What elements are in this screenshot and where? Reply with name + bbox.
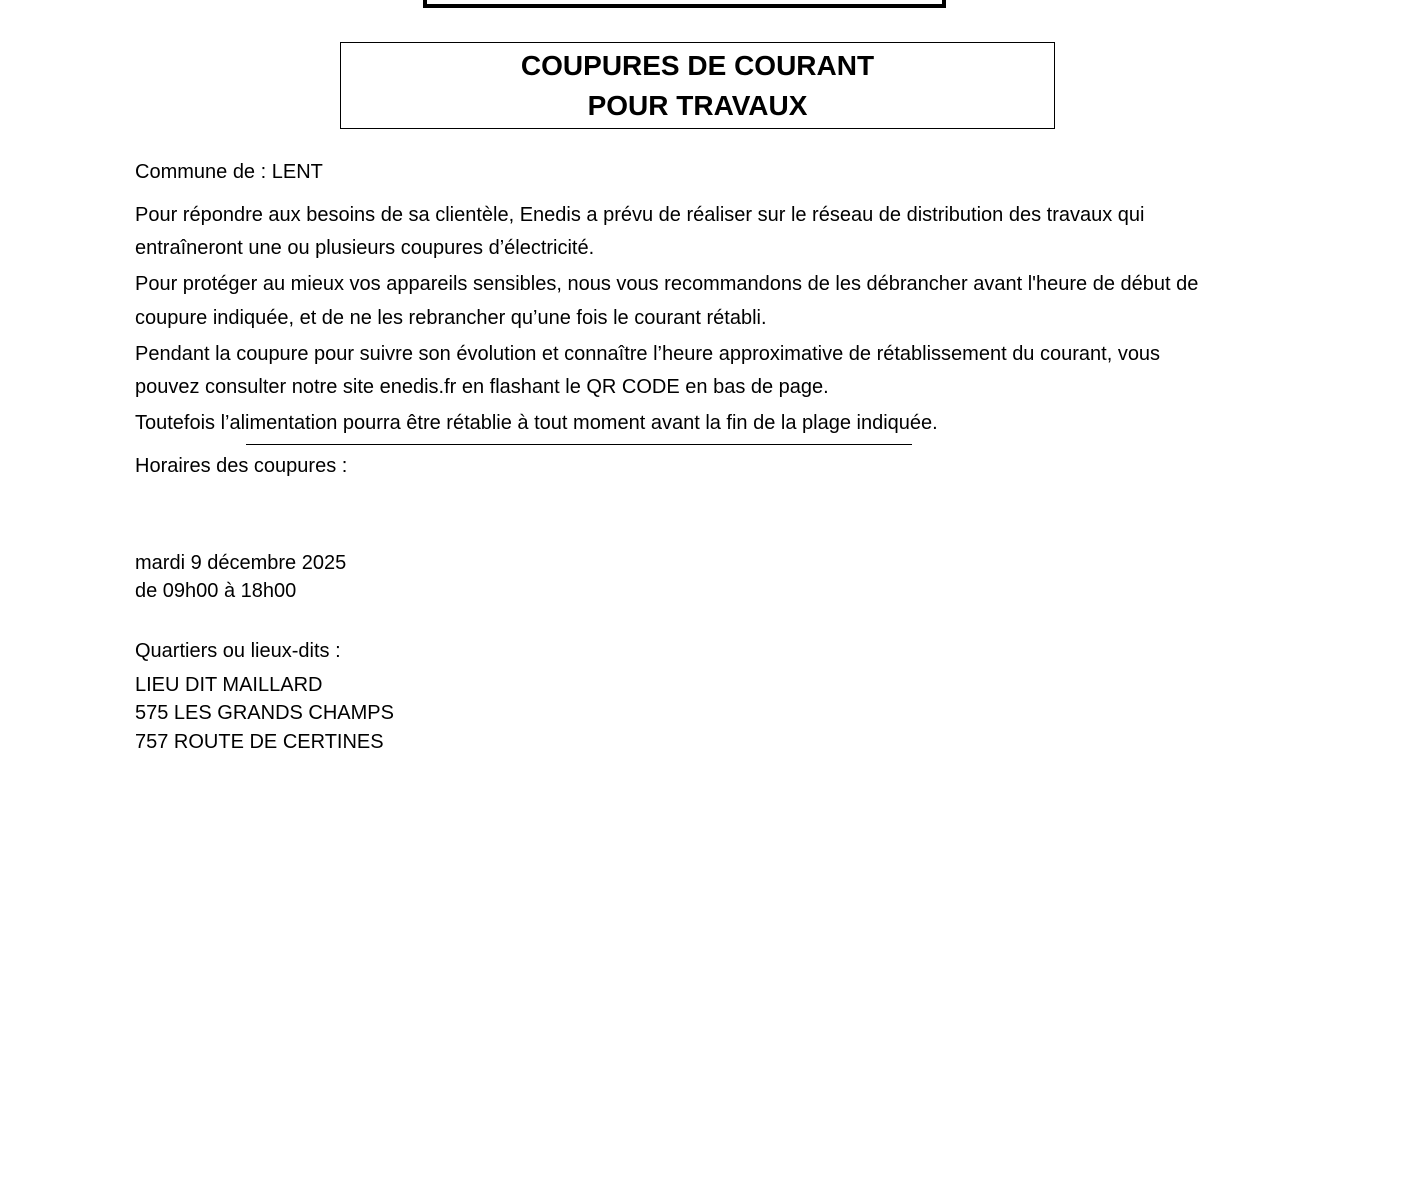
paragraph-1-line-2: entraîneront une ou plusieurs coupures d’électricité. <box>135 237 595 259</box>
schedule-heading: Horaires des coupures : <box>135 455 348 477</box>
top-frame-decoration <box>423 0 946 8</box>
location-item: 575 LES GRANDS CHAMPS <box>135 702 394 724</box>
paragraph-3-line-2: pouvez consulter notre site enedis.fr en flashant le QR CODE en bas de page. <box>135 376 829 398</box>
title-line-1: COUPURES DE COURANT <box>520 50 875 81</box>
horizontal-rule <box>246 444 912 445</box>
commune-label: Commune de : LENT <box>135 161 323 183</box>
paragraph-4-line-1: Toutefois l’alimentation pourra être rétablie à tout moment avant la fin de la plage indiquée. <box>135 412 938 434</box>
schedule-date: mardi 9 décembre 2025 <box>135 552 347 574</box>
paragraph-2-line-2: coupure indiquée, et de ne les rebrancher qu’une fois le courant rétabli. <box>135 307 767 329</box>
title-box <box>340 42 1055 129</box>
paragraph-3-line-1: Pendant la coupure pour suivre son évolution et connaître l’heure approximative de rétablissement du courant, vous <box>135 343 1161 365</box>
paragraph-2-line-1: Pour protéger au mieux vos appareils sensibles, nous vous recommandons de les débrancher avant l'heure de début de <box>135 273 1199 295</box>
locations-heading: Quartiers ou lieux-dits : <box>135 640 341 662</box>
location-item: 757 ROUTE DE CERTINES <box>135 731 384 753</box>
location-item: LIEU DIT MAILLARD <box>135 674 323 696</box>
schedule-time: de 09h00 à 18h00 <box>135 580 297 602</box>
title-line-2: POUR TRAVAUX <box>587 90 808 121</box>
paragraph-1-line-1: Pour répondre aux besoins de sa clientèle, Enedis a prévu de réaliser sur le réseau de distribution des travaux qui <box>135 204 1145 226</box>
